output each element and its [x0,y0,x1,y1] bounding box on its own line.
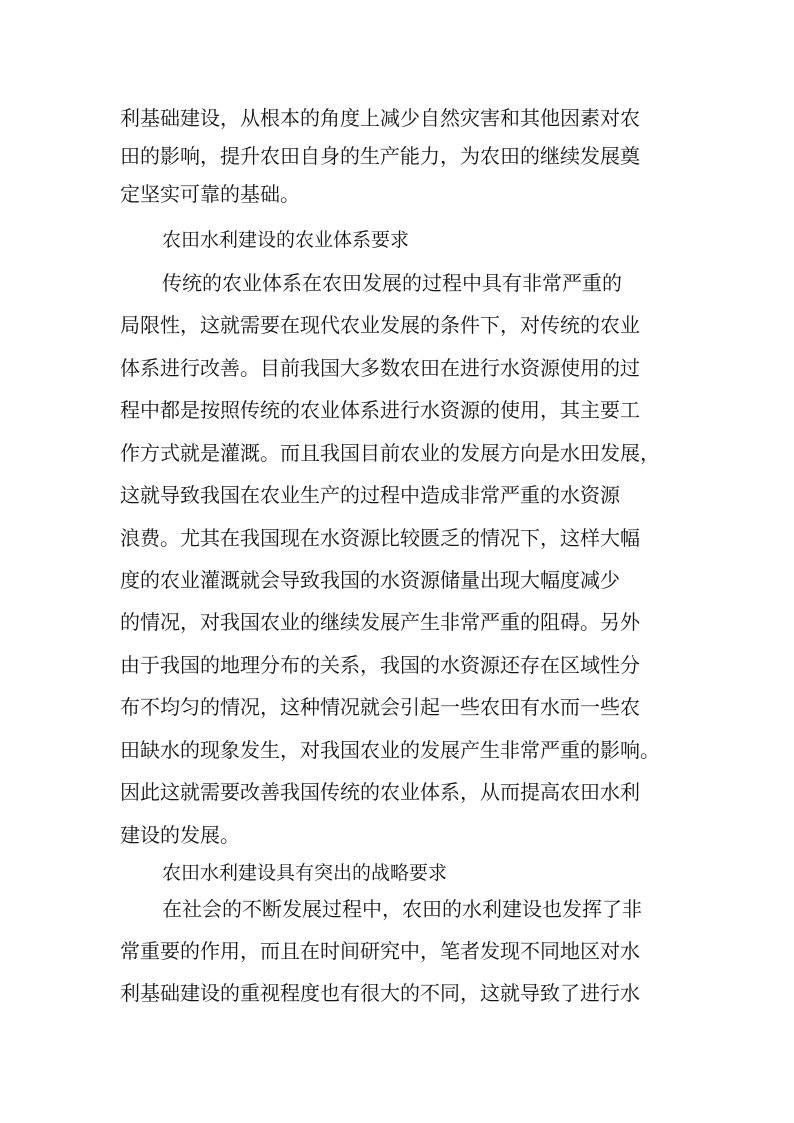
section-heading: 农田水利建设的农业体系要求 [162,229,410,251]
body-text-line: 的情况，对我国农业的继续发展产生非常严重的阻碍。另外 [120,610,640,634]
paragraph-first-line: 传统的农业体系在农田发展的过程中具有非常严重的 [162,271,622,295]
body-text-line: 布不均匀的情况，这种情况就会引起一些农田有水而一些农 [120,695,640,719]
paragraph-first-line: 在社会的不断发展过程中，农田的水利建设也发挥了非 [162,897,642,921]
body-text-line: 定坚实可靠的基础。 [120,182,300,206]
body-text-line: 这就导致我国在农业生产的过程中造成非常严重的水资源 [120,483,620,507]
body-text-line: 由于我国的地理分布的关系，我国的水资源还存在区域性分 [120,653,640,677]
body-text-line: 作方式就是灌溉。而且我国目前农业的发展方向是水田发展， [120,441,660,465]
body-text-line: 浪费。尤其在我国现在水资源比较匮乏的情况下，这样大幅 [120,526,640,550]
body-text-line: 度的农业灌溉就会导致我国的水资源储量出现大幅度减少 [120,568,620,592]
body-text-line: 利基础建设，从根本的角度上减少自然灾害和其他因素对农 [120,106,640,130]
body-text-line: 田的影响，提升农田自身的生产能力，为农田的继续发展奠 [120,144,640,168]
body-text-line: 局限性，这就需要在现代农业发展的条件下，对传统的农业 [120,313,640,337]
body-text-line: 程中都是按照传统的农业体系进行水资源的使用，其主要工 [120,398,640,422]
section-heading: 农田水利建设具有突出的战略要求 [162,862,448,884]
body-text-line: 建设的发展。 [120,823,240,847]
body-text-line: 因此这就需要改善我国传统的农业体系，从而提高农田水利 [120,780,640,804]
body-text-line: 常重要的作用，而且在时间研究中，笔者发现不同地区对水 [120,939,640,963]
body-text-line: 田缺水的现象发生，对我国农业的发展产生非常严重的影响。 [120,738,660,762]
body-text-line: 利基础建设的重视程度也有很大的不同，这就导致了进行水 [120,981,640,1005]
body-text-line: 体系进行改善。目前我国大多数农田在进行水资源使用的过 [120,356,640,380]
